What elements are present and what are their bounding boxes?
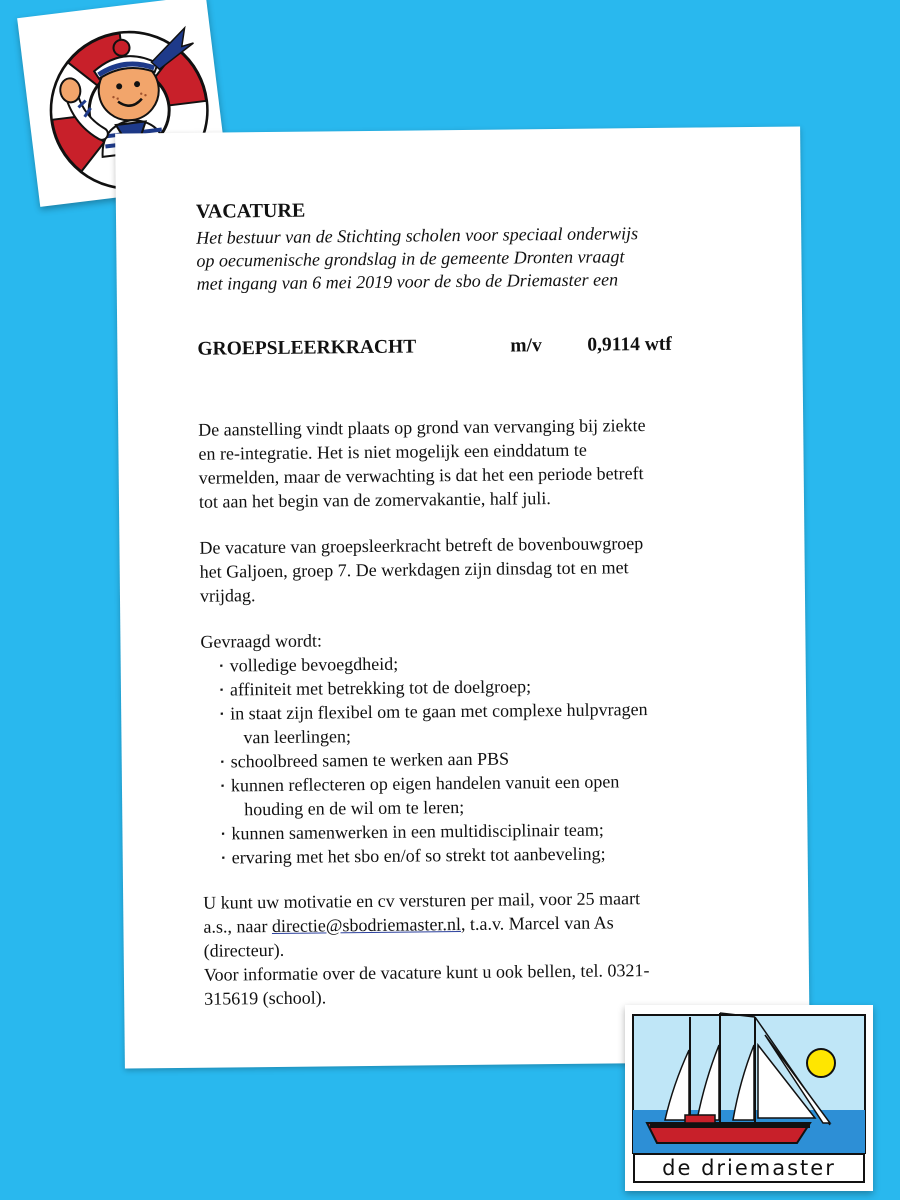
contact-line: (directeur). [203,939,285,961]
intro-line: met ingang van 6 mei 2019 voor de sbo de Driemaster een [196,269,619,294]
driemaster-logo [625,1005,873,1191]
contact-line: U kunt uw motivatie en cv versturen per mail, voor 25 maart [203,888,641,913]
requirement-text: kunnen reflecteren op eigen handelen vanuit een open [230,771,620,796]
requirement-text-continued: houding en de wil om te leren; [244,796,465,820]
requirement-text: affiniteit met betrekking tot de doelgroep; [229,676,532,700]
email-link[interactable]: directie@sbodriemaster.nl [271,914,462,937]
job-fte: 0,9114 wtf [587,333,672,356]
document-body [196,195,764,1011]
contact-line: Voor informatie over de vacature kunt u ook bellen, tel. 0321- [203,960,650,985]
requirements-list [201,648,763,870]
paragraph-line: en re-integratie. Het is niet mogelijk een einddatum te [198,439,587,464]
sailing-ship-icon [625,1005,873,1155]
paragraph-line: De vacature van groepsleerkracht betreft de bovenbouwgroep [199,533,644,558]
contact-paragraph [203,885,764,1011]
paragraph-line: het Galjoen, groep 7. De werkdagen zijn dinsdag tot en met [199,557,629,582]
requirement-text: kunnen samenwerken in een multidisciplinair team; [231,819,604,844]
contact-text: , t.a.v. Marcel van As [460,912,614,935]
job-gender: m/v [510,335,542,357]
logo-caption: de driemaster [633,1153,865,1183]
intro-line: Het bestuur van de Stichting scholen voor speciaal onderwijs [196,223,639,248]
list-item [222,768,762,822]
paragraph-group [199,530,760,608]
requirement-text: in staat zijn flexibel om te gaan met complexe hulpvragen [230,699,648,724]
requirement-text: volledige bevoegdheid; [229,653,399,676]
requirements-heading: Gevraagd wordt: [200,630,323,652]
paragraph-line: De aanstelling vindt plaats op grond van vervanging bij ziekte [198,415,646,440]
contact-line: 315619 (school). [204,987,327,1009]
job-title: GROEPSLEERKRACHT [197,336,417,360]
paragraph-appointment [198,412,759,514]
list-item [221,696,761,750]
paragraph-line: vrijdag. [199,585,256,606]
contact-text: a.s., naar [203,916,273,937]
vacancy-document [115,126,810,1068]
requirement-text: schoolbreed samen te werken aan PBS [230,748,510,772]
paragraph-line: tot aan het begin van de zomervakantie, half juli. [198,488,551,512]
list-item [223,840,763,870]
document-title: VACATURE [195,199,306,223]
requirement-text-continued: van leerlingen; [243,726,352,748]
paragraph-line: vermelden, maar de verwachting is dat het een periode betreft [198,463,644,488]
intro-line: op oecumenische grondslag in de gemeente Dronten vraagt [196,246,625,271]
job-heading [197,333,757,365]
intro-text [196,221,757,296]
requirement-text: ervaring met het sbo en/of so strekt tot aanbeveling; [231,843,606,868]
